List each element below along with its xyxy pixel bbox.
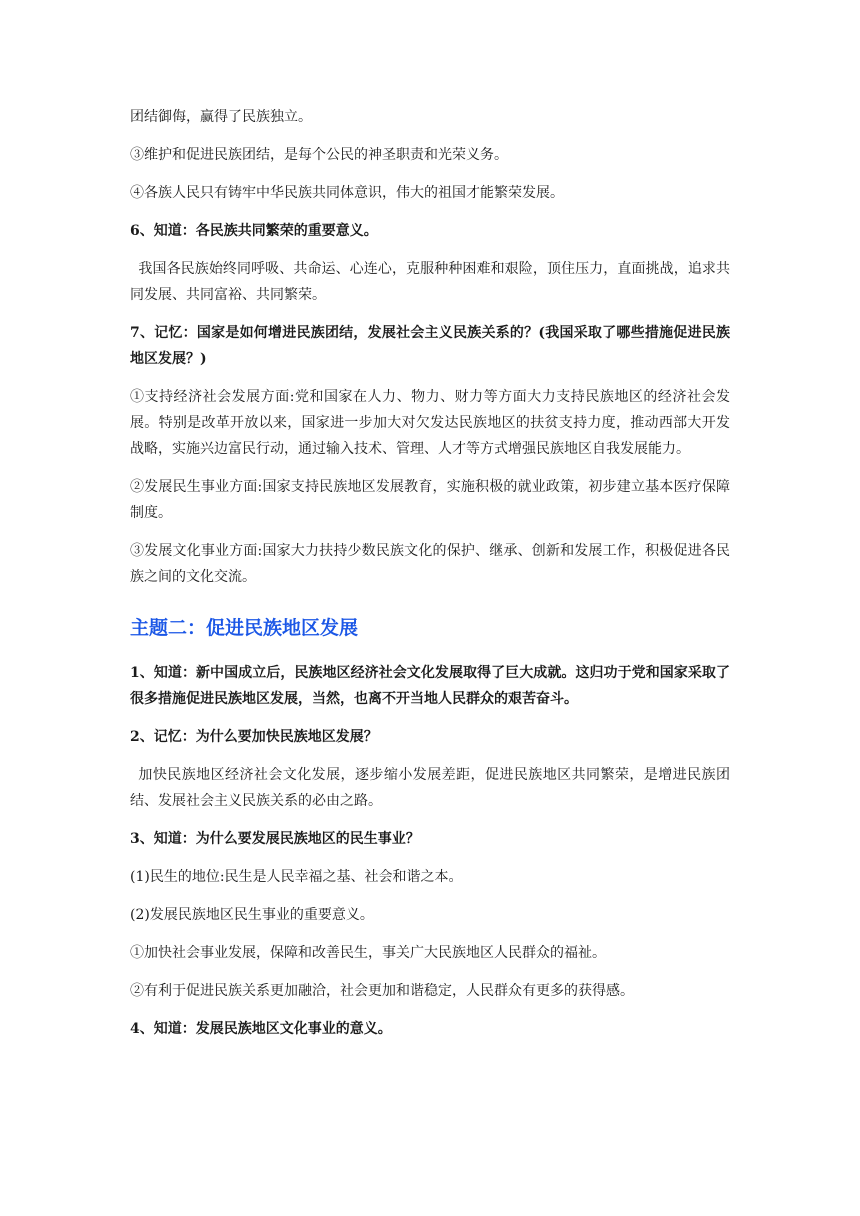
section-heading: 6、知道：各民族共同繁荣的重要意义。 xyxy=(130,223,378,239)
section-heading: 7、记忆：国家是如何增进民族团结，发展社会主义民族关系的？(我国采取了哪些措施促进民族地区发展？) xyxy=(130,325,730,367)
paragraph: ①支持经济社会发展方面:党和国家在人力、物力、财力等方面大力支持民族地区的经济社会发展。特别是改革开放以来，国家进一步加大对欠发达民族地区的扶贫支持力度，推动西部大开发战略，实施兴边富民行动，通过输入技术、管理、人才等方式增强民族地区自我发展能力。 xyxy=(130,389,730,457)
paragraph: 团结御侮，赢得了民族独立。 xyxy=(130,109,312,125)
document-page xyxy=(130,104,730,1054)
paragraph: ②有利于促进民族关系更加融洽，社会更加和谐稳定，人民群众有更多的获得感。 xyxy=(130,983,634,999)
paragraph: 加快民族地区经济社会文化发展，逐步缩小发展差距，促进民族地区共同繁荣，是增进民族团结、发展社会主义民族关系的必由之路。 xyxy=(130,767,730,809)
paragraph: 我国各民族始终同呼吸、共命运、心连心，克服种种困难和艰险，顶住压力，直面挑战，追求共同发展、共同富裕、共同繁荣。 xyxy=(130,261,730,303)
section-heading: 2、记忆：为什么要加快民族地区发展？ xyxy=(130,729,378,745)
paragraph: ②发展民生事业方面:国家支持民族地区发展教育，实施积极的就业政策，初步建立基本医疗保障制度。 xyxy=(130,479,730,521)
paragraph: ④各族人民只有铸牢中华民族共同体意识，伟大的祖国才能繁荣发展。 xyxy=(130,185,564,201)
paragraph: ③发展文化事业方面:国家大力扶持少数民族文化的保护、继承、创新和发展工作，积极促进各民族之间的文化交流。 xyxy=(130,543,730,585)
section-heading: 4、知道：发展民族地区文化事业的意义。 xyxy=(130,1021,392,1037)
paragraph: (2)发展民族地区民生事业的重要意义。 xyxy=(130,907,374,923)
section-heading: 1、知道：新中国成立后，民族地区经济社会文化发展取得了巨大成就。这归功于党和国家采取了很多措施促进民族地区发展，当然，也离不开当地人民群众的艰苦奋斗。 xyxy=(130,665,730,707)
section-heading: 3、知道：为什么要发展民族地区的民生事业？ xyxy=(130,831,420,847)
paragraph: ①加快社会事业发展，保障和改善民生，事关广大民族地区人民群众的福祉。 xyxy=(130,945,606,961)
paragraph: ③维护和促进民族团结，是每个公民的神圣职责和光荣义务。 xyxy=(130,147,508,163)
paragraph: (1)民生的地位:民生是人民幸福之基、社会和谐之本。 xyxy=(130,869,463,885)
topic-title: 主题二：促进民族地区发展 xyxy=(130,617,359,639)
